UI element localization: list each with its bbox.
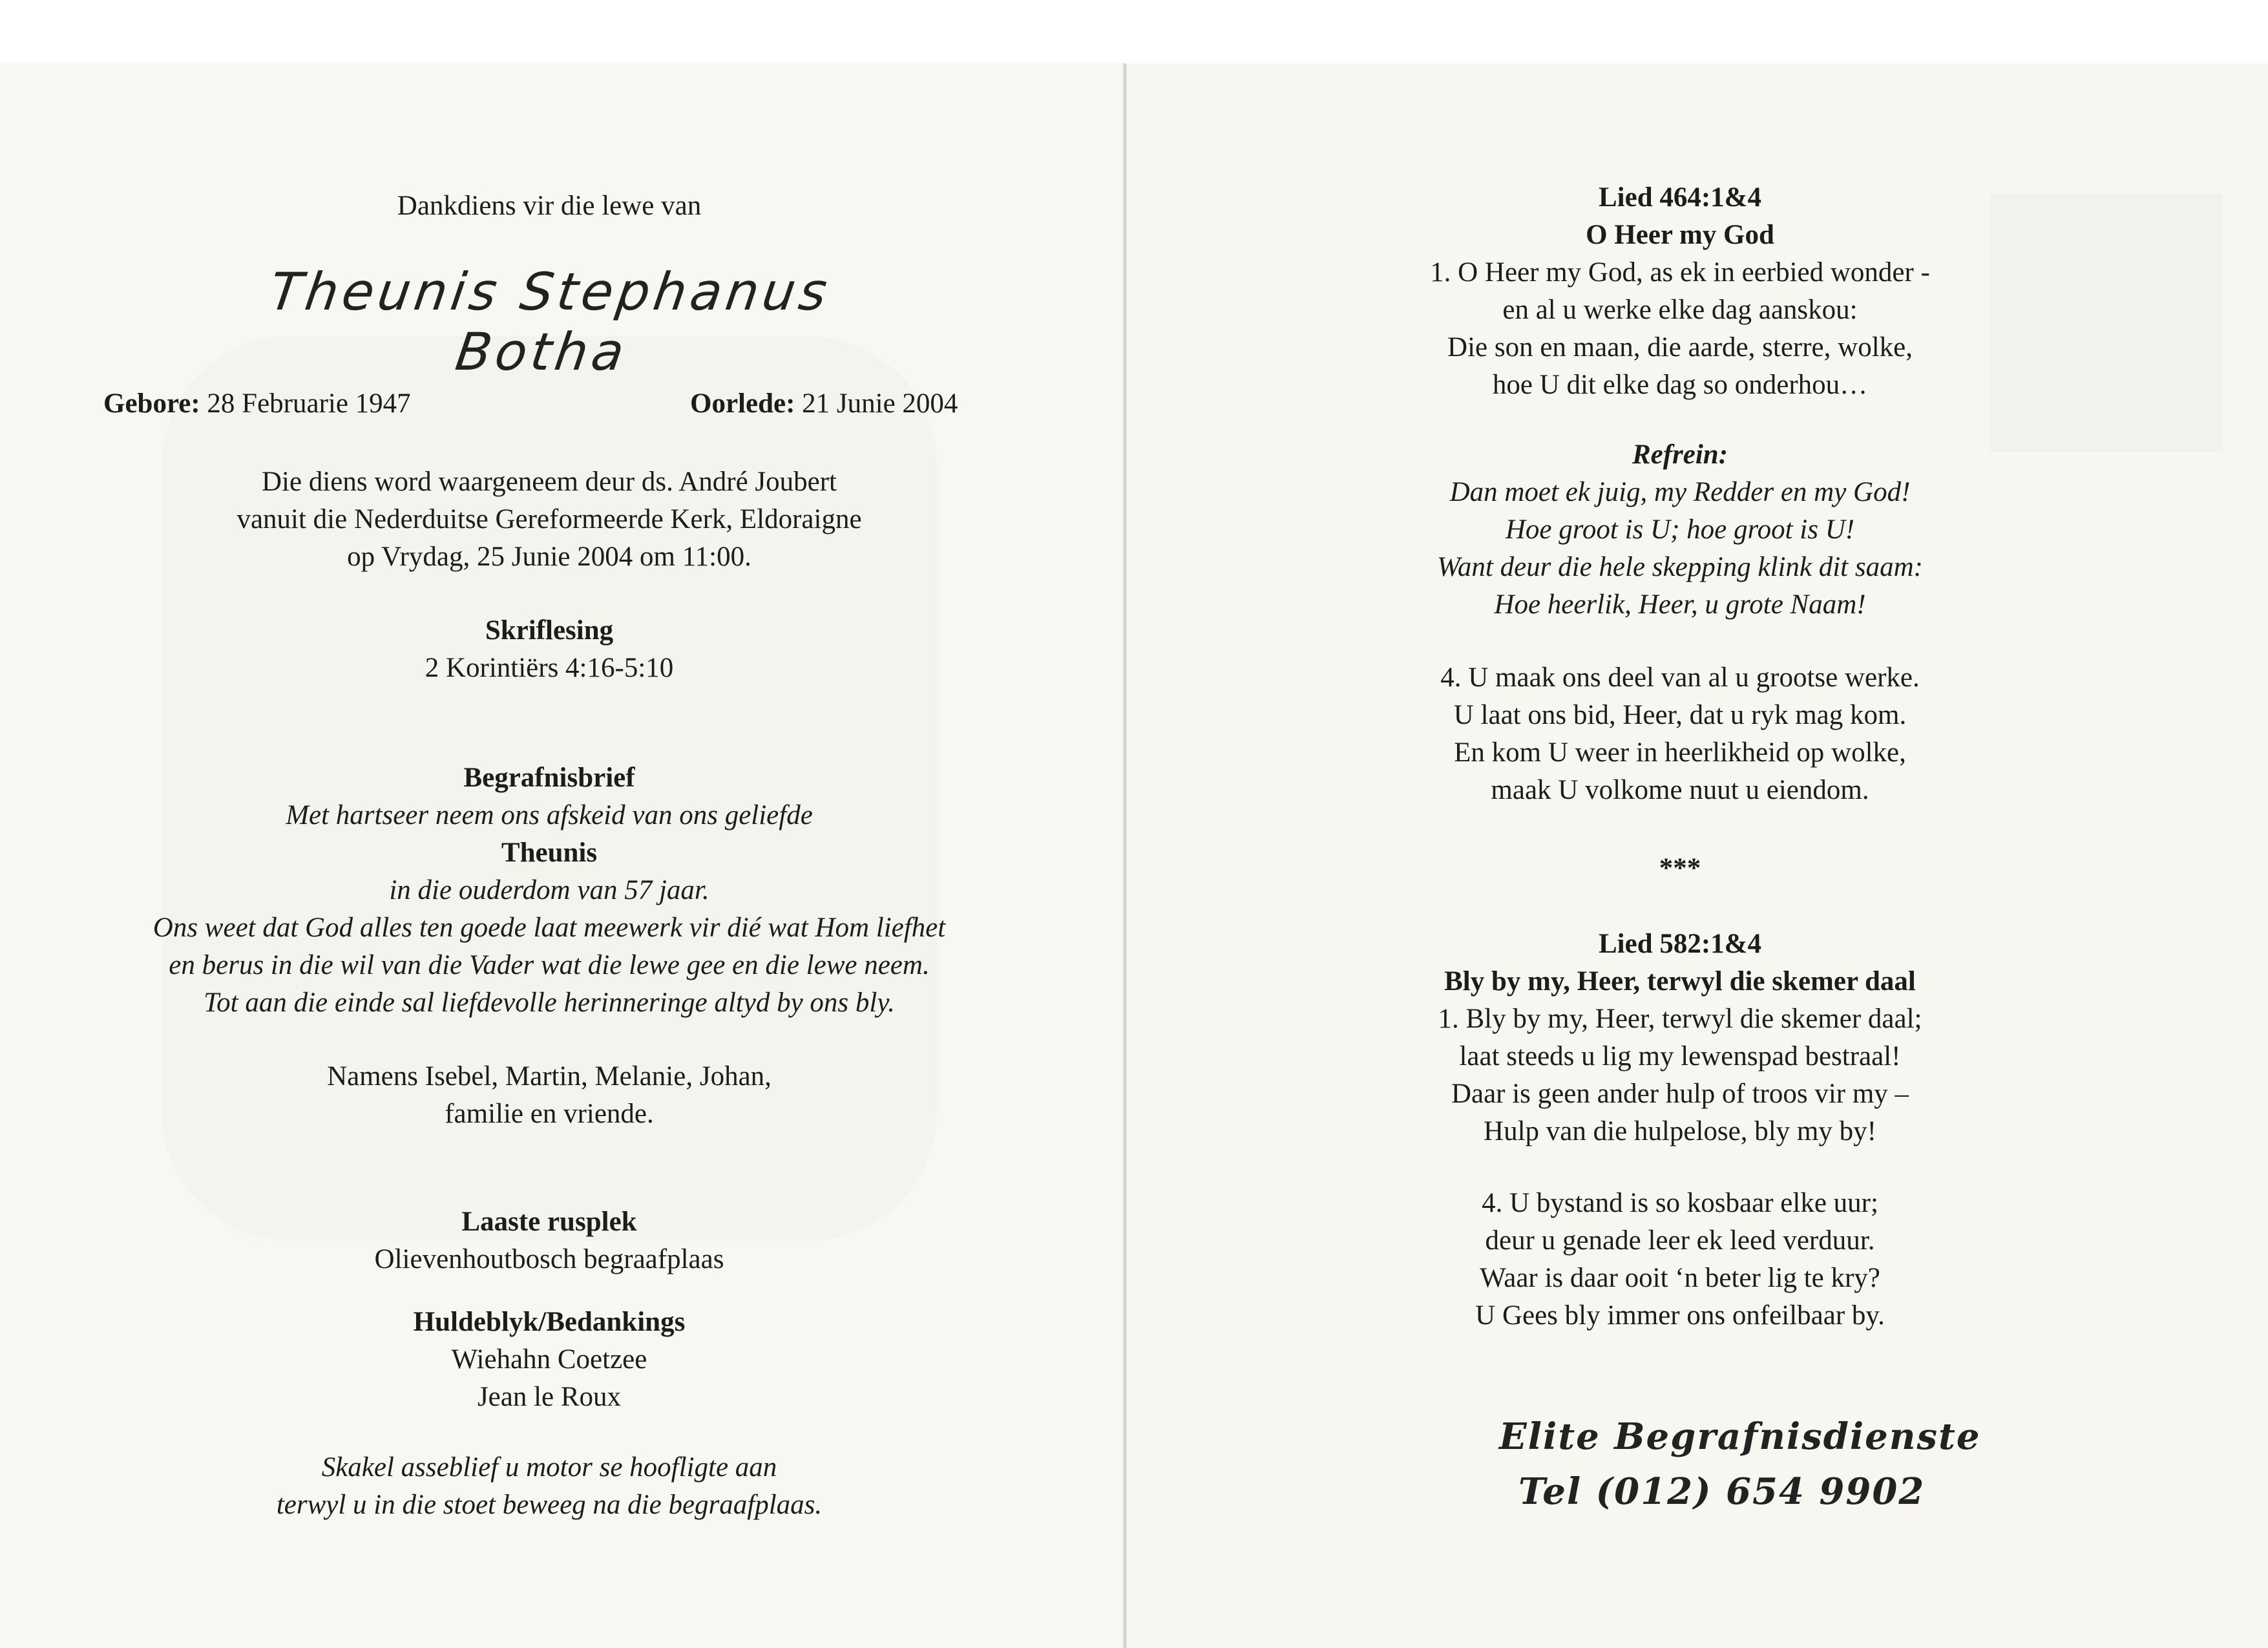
behalf-block [97, 1058, 1002, 1133]
reading-block [97, 612, 1002, 687]
behalf-line: familie en vriende. [445, 1099, 654, 1129]
heading: Dankdiens vir die lewe van [397, 191, 702, 221]
reading-text: 2 Korintiërs 4:16-5:10 [425, 653, 674, 683]
left-column [97, 187, 1002, 225]
closing-line: Skakel asseblief u motor se hoofligte aan [321, 1452, 777, 1483]
hymn-line: maak U volkome nuut u eiendom. [1491, 775, 1869, 805]
page-fold [1123, 63, 1127, 1648]
hymn-line: U Gees bly immer ons onfeilbaar by. [1475, 1300, 1885, 1331]
hymn-line: 1. Bly by my, Heer, terwyl die skemer daal; [1438, 1004, 1922, 1034]
died-row [690, 388, 958, 419]
service-line: Die diens word waargeneem deur ds. André Joubert [261, 467, 837, 497]
separator-stars: *** [1659, 853, 1701, 883]
separator [1292, 850, 2068, 887]
hymn-line: Daar is geen ander hulp of troos vir my – [1451, 1079, 1909, 1109]
hymn-line: U laat ons bid, Heer, dat u ryk mag kom. [1453, 700, 1907, 730]
company-name: Elite Begrafnisdienste [1499, 1415, 1981, 1458]
rest-title: Laaste rusplek [461, 1207, 637, 1237]
hymn1-verse4 [1292, 659, 2068, 809]
scan-background [0, 0, 2268, 63]
hymn2-block [1292, 925, 2068, 1150]
refrain-title: Refrein: [1632, 439, 1728, 470]
hymn-line: 4. U maak ons deel van al u grootse werke. [1440, 662, 1920, 693]
name-signature: Theunis Stephanus Botha [266, 262, 835, 382]
born-label: Gebore: [103, 388, 200, 419]
company-phone: Tel (012) 654 9902 [1518, 1470, 1926, 1513]
letter-line: en berus in die wil van die Vader wat die lewe gee en die lewe neem. [169, 950, 930, 980]
reading-title: Skriflesing [485, 615, 614, 646]
behalf-line: Namens Isebel, Martin, Melanie, Johan, [327, 1061, 772, 1092]
letter-line: Ons weet dat God alles ten goede laat meewerk vir dié wat Hom liefhet [152, 913, 946, 943]
hymn2-verse4 [1292, 1185, 2068, 1335]
hymn-line: Die son en maan, die aarde, sterre, wolke, [1447, 332, 1913, 363]
died-label: Oorlede: [690, 388, 795, 419]
hymn-line: en al u werke elke dag aanskou: [1502, 295, 1858, 325]
refrain-block [1292, 436, 2068, 624]
hymn2-title: Bly by my, Heer, terwyl die skemer daal [1444, 966, 1916, 997]
tribute-title: Huldeblyk/Bedankings [413, 1307, 686, 1337]
refrain-line: Hoe heerlik, Heer, u grote Naam! [1494, 589, 1866, 620]
refrain-line: Want deur die hele skepping klink dit saam: [1437, 552, 1923, 582]
refrain-line: Hoe groot is U; hoe groot is U! [1505, 514, 1855, 545]
born-date: 28 Februarie 1947 [207, 388, 411, 419]
tribute-name: Wiehahn Coetzee [451, 1344, 647, 1375]
rest-text: Olievenhoutbosch begraafplaas [374, 1244, 724, 1274]
hymn-line: Waar is daar ooit ‘n beter lig te kry? [1480, 1263, 1880, 1293]
service-block [97, 463, 1002, 576]
hymn-line: laat steeds u lig my lewenspad bestraal! [1459, 1041, 1901, 1072]
hymn-line: 1. O Heer my God, as ek in eerbied wonder - [1430, 257, 1930, 288]
service-line: op Vrydag, 25 Junie 2004 om 11:00. [347, 542, 751, 572]
closing-block [97, 1449, 1002, 1524]
hymn-line: En kom U weer in heerlikheid op wolke, [1454, 737, 1906, 768]
died-date: 21 Junie 2004 [802, 388, 958, 419]
hymn-line: Hulp van die hulpelose, bly my by! [1484, 1116, 1876, 1146]
refrain-line: Dan moet ek juig, my Redder en my God! [1449, 477, 1911, 507]
letter-line: Met hartseer neem ons afskeid van ons geliefde [286, 800, 813, 830]
letter-line: in die ouderdom van 57 jaar. [389, 875, 709, 905]
letter-block [65, 759, 1034, 1022]
letter-title: Begrafnisbrief [463, 763, 635, 793]
hymn1-block [1292, 179, 2068, 404]
letter-line: Tot aan die einde sal liefdevolle herinneringe altyd by ons bly. [204, 988, 895, 1018]
rest-block [97, 1203, 1002, 1278]
hymn-line: 4. U bystand is so kosbaar elke uur; [1482, 1188, 1878, 1218]
hymn-line: hoe U dit elke dag so onderhou… [1492, 370, 1868, 400]
hymn1-number: Lied 464:1&4 [1598, 182, 1762, 213]
letter-name: Theunis [501, 838, 598, 868]
service-line: vanuit die Nederduitse Gereformeerde Kerk, Eldoraigne [236, 504, 862, 534]
born-row [103, 388, 411, 419]
tribute-block [97, 1304, 1002, 1416]
closing-line: terwyl u in die stoet beweeg na die begraafplaas. [276, 1490, 823, 1520]
tribute-name: Jean le Roux [477, 1382, 622, 1412]
hymn2-number: Lied 582:1&4 [1598, 929, 1762, 959]
hymn1-title: O Heer my God [1586, 220, 1774, 250]
hymn-line: deur u genade leer ek leed verduur. [1485, 1225, 1875, 1256]
